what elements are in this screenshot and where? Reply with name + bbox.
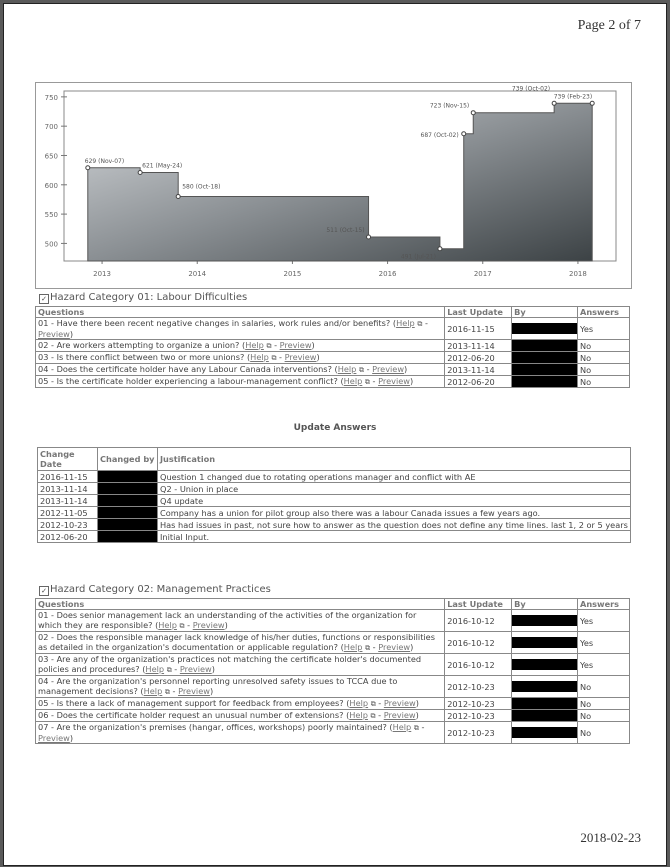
last-update-cell: 2012-10-23 xyxy=(445,676,512,698)
answer-cell: Yes xyxy=(577,632,629,654)
redaction-bar xyxy=(512,364,577,375)
preview-link[interactable]: Preview xyxy=(38,329,70,339)
update-answers-table xyxy=(37,447,631,543)
category2-title-text: Hazard Category 02: Management Practices xyxy=(50,584,271,595)
update-answers-title: Update Answers xyxy=(293,423,377,433)
question-cell: 03 - Are any of the organization's practices not matching the certificate holder's documented policies and procedures? (Help ⧉ - Preview) xyxy=(36,654,445,676)
redaction-bar xyxy=(98,483,157,494)
update-row xyxy=(38,471,631,483)
preview-link[interactable]: Preview xyxy=(38,733,70,743)
x-tick-label: 2016 xyxy=(378,270,397,278)
update-row xyxy=(38,531,631,543)
data-label: 511 (Oct-15) xyxy=(326,226,365,234)
data-label: 621 (May-24) xyxy=(142,162,183,170)
external-link-icon: ⧉ xyxy=(413,724,419,732)
help-link[interactable]: Help xyxy=(343,642,363,652)
answer-cell: No xyxy=(577,352,629,364)
question-cell: 03 - Is there conflict between two or more unions? (Help ⧉ - Preview) xyxy=(36,352,445,364)
external-link-icon: ⧉ xyxy=(166,666,172,674)
question-row xyxy=(36,352,630,364)
x-tick-label: 2017 xyxy=(473,270,492,278)
preview-link[interactable]: Preview xyxy=(178,686,210,696)
preview-link[interactable]: Preview xyxy=(284,352,317,362)
page-number: Page 2 of 7 xyxy=(577,18,641,33)
redaction-bar xyxy=(512,352,577,363)
last-update-cell: 2013-11-14 xyxy=(445,340,512,352)
justification-cell: Initial Input. xyxy=(158,531,631,543)
help-link[interactable]: Help xyxy=(250,352,269,362)
question-row xyxy=(36,676,630,698)
question-row xyxy=(36,376,630,388)
change-date-cell: 2012-06-20 xyxy=(38,531,98,543)
col-last-update: Last Update xyxy=(445,307,512,318)
by-cell-redacted xyxy=(512,610,578,632)
category2-title xyxy=(39,584,271,596)
justification-cell: Company has a union for pilot group also there was a labour Canada issues a few years ago. xyxy=(158,507,631,519)
data-label: 739 (Feb-23) xyxy=(553,93,593,101)
preview-link[interactable]: Preview xyxy=(372,364,405,374)
category1-title-text: Hazard Category 01: Labour Difficulties xyxy=(50,292,248,303)
data-point xyxy=(590,101,594,105)
changed-by-cell-redacted xyxy=(98,531,158,543)
y-tick-label: 500 xyxy=(44,240,58,249)
change-date-cell: 2013-11-14 xyxy=(38,483,98,495)
last-update-cell: 2012-10-23 xyxy=(445,722,512,744)
preview-link[interactable]: Preview xyxy=(279,340,312,350)
redaction-bar xyxy=(512,323,577,334)
data-point xyxy=(367,235,371,239)
checkbox-icon[interactable]: ✓ xyxy=(39,586,49,596)
answer-cell: No xyxy=(577,676,629,698)
by-cell-redacted xyxy=(512,340,578,352)
changed-by-cell-redacted xyxy=(98,519,158,531)
last-update-cell: 2016-11-15 xyxy=(445,318,512,340)
category1-table xyxy=(35,306,630,388)
change-date-cell: 2012-10-23 xyxy=(38,519,98,531)
last-update-cell: 2012-10-23 xyxy=(445,710,512,722)
redaction-bar xyxy=(512,659,577,670)
external-link-icon: ⧉ xyxy=(179,622,185,630)
last-update-cell: 2012-06-20 xyxy=(445,352,512,364)
redaction-bar xyxy=(512,637,577,648)
answer-cell: No xyxy=(577,364,629,376)
question-row xyxy=(36,340,630,352)
y-tick-label: 600 xyxy=(44,181,58,190)
last-update-cell: 2016-10-12 xyxy=(445,610,512,632)
by-cell-redacted xyxy=(512,364,578,376)
question-text: 03 - Is there conflict between two or more unions? xyxy=(38,352,245,362)
x-tick-label: 2018 xyxy=(569,270,587,278)
update-row xyxy=(38,483,631,495)
by-cell-redacted xyxy=(512,352,578,364)
data-point xyxy=(438,247,442,251)
by-cell-redacted xyxy=(512,710,578,722)
question-row xyxy=(36,610,630,632)
question-text: 03 - Are any of the organization's practices not matching the certificate holder's documented policies and procedures? xyxy=(38,654,422,674)
changed-by-cell-redacted xyxy=(98,495,158,507)
question-text: 02 - Does the responsible manager lack knowledge of his/her duties, functions or responsibilities as detailed in the organization's documentation or applicable regulation? xyxy=(38,632,435,652)
col-changed-by: Changed by xyxy=(98,448,158,471)
external-link-icon: ⧉ xyxy=(365,644,371,652)
chart-svg xyxy=(36,83,631,288)
question-row xyxy=(36,364,630,376)
by-cell-redacted xyxy=(512,632,578,654)
help-link[interactable]: Help xyxy=(396,318,415,328)
col-answers: Answers xyxy=(577,599,629,610)
data-label: 629 (Nov-07) xyxy=(84,157,125,165)
col-last-update: Last Update xyxy=(445,599,512,610)
external-link-icon: ⧉ xyxy=(417,320,423,328)
question-row xyxy=(36,722,630,744)
by-cell-redacted xyxy=(512,722,578,744)
help-link[interactable]: Help xyxy=(337,364,357,374)
question-text: 02 - Are workers attempting to organize a union? xyxy=(38,340,240,350)
y-tick-label: 750 xyxy=(44,93,58,102)
preview-link[interactable]: Preview xyxy=(378,376,410,386)
question-text: 04 - Are the organization's personnel reporting unresolved safety issues to TCCA due to management decisions? xyxy=(38,676,398,696)
by-cell-redacted xyxy=(512,376,578,388)
help-link[interactable]: Help xyxy=(158,620,177,630)
answer-cell: No xyxy=(577,376,629,388)
data-label: 580 (Oct-18) xyxy=(182,183,221,191)
data-point xyxy=(176,195,180,199)
answer-cell: No xyxy=(577,710,629,722)
change-date-cell: 2016-11-15 xyxy=(38,471,98,483)
document-page xyxy=(3,3,667,866)
col-questions: Questions xyxy=(36,599,445,610)
checkbox-icon[interactable]: ✓ xyxy=(39,294,49,304)
help-link[interactable]: Help xyxy=(245,340,264,350)
redaction-bar xyxy=(512,681,577,692)
justification-cell: Q4 update xyxy=(158,495,631,507)
question-text: 07 - Are the organization's premises (hangar, offices, workshops) poorly maintained? xyxy=(38,722,387,732)
help-link[interactable]: Help xyxy=(343,376,363,386)
data-point xyxy=(471,111,475,115)
update-row xyxy=(38,519,631,531)
category2-table xyxy=(35,598,630,744)
help-link[interactable]: Help xyxy=(145,664,165,674)
redaction-bar xyxy=(98,471,157,482)
data-label: 687 (Oct-02) xyxy=(420,131,459,139)
question-cell: 05 - Is the certificate holder experiencing a labour-management conflict? (Help ⧉ - Preview) xyxy=(36,376,445,388)
answer-cell: Yes xyxy=(577,610,629,632)
question-row xyxy=(36,698,630,710)
external-link-icon: ⧉ xyxy=(370,700,376,708)
question-cell: 04 - Are the organization's personnel reporting unresolved safety issues to TCCA due to management decisions? (Help ⧉ - Preview) xyxy=(36,676,445,698)
question-cell: 01 - Have there been recent negative changes in salaries, work rules and/or benefits? (Help ⧉ - Preview) xyxy=(36,318,445,340)
redaction-bar xyxy=(512,376,577,387)
risk-score-chart xyxy=(35,82,632,289)
last-update-cell: 2013-11-14 xyxy=(445,364,512,376)
question-text: 05 - Is there a lack of management support for feedback from employees? xyxy=(38,698,344,708)
by-cell-redacted xyxy=(512,654,578,676)
by-cell-redacted xyxy=(512,318,578,340)
y-tick-label: 550 xyxy=(44,211,58,220)
change-date-cell: 2013-11-14 xyxy=(38,495,98,507)
changed-by-cell-redacted xyxy=(98,471,158,483)
redaction-bar xyxy=(512,710,577,721)
data-point xyxy=(86,166,90,170)
redaction-bar xyxy=(512,727,577,738)
external-link-icon: ⧉ xyxy=(359,366,364,374)
y-tick-label: 700 xyxy=(44,123,58,132)
last-update-cell: 2012-10-23 xyxy=(445,698,512,710)
data-label: 739 (Oct-02) xyxy=(511,85,551,93)
redaction-bar xyxy=(98,507,157,518)
question-row xyxy=(36,632,630,654)
justification-cell: Q2 - Union in place xyxy=(158,483,631,495)
question-cell: 02 - Does the responsible manager lack knowledge of his/her duties, functions or responsibilities as detailed in the organization's documentation or applicable regulation? (Help ⧉ - Preview) xyxy=(36,632,445,654)
question-cell: 04 - Does the certificate holder have any Labour Canada interventions? (Help ⧉ - Preview) xyxy=(36,364,445,376)
preview-link[interactable]: Preview xyxy=(383,698,416,708)
preview-link[interactable]: Preview xyxy=(179,664,212,674)
redaction-bar xyxy=(512,698,577,709)
external-link-icon: ⧉ xyxy=(364,378,370,386)
by-cell-redacted xyxy=(512,698,578,710)
data-label: 723 (Nov-15) xyxy=(429,102,470,110)
data-point xyxy=(138,170,142,174)
redaction-bar xyxy=(98,519,157,530)
by-cell-redacted xyxy=(512,676,578,698)
answer-cell: No xyxy=(577,722,629,744)
redaction-bar xyxy=(98,531,157,542)
last-update-cell: 2016-10-12 xyxy=(445,632,512,654)
data-label: 491 (Jul-21) xyxy=(400,253,436,261)
x-tick-label: 2015 xyxy=(283,270,302,278)
external-link-icon: ⧉ xyxy=(271,354,277,362)
changed-by-cell-redacted xyxy=(98,483,158,495)
help-link[interactable]: Help xyxy=(349,710,368,720)
col-answers: Answers xyxy=(577,307,629,318)
answer-cell: No xyxy=(577,698,629,710)
question-text: 06 - Does the certificate holder request an unusual number of extensions? xyxy=(38,710,344,720)
col-by: By xyxy=(512,307,578,318)
col-change-date: Change Date xyxy=(38,448,98,471)
update-row xyxy=(38,495,631,507)
redaction-bar xyxy=(512,340,577,351)
help-link[interactable]: Help xyxy=(349,698,369,708)
answer-cell: Yes xyxy=(577,654,629,676)
external-link-icon: ⧉ xyxy=(370,712,376,720)
x-tick-label: 2014 xyxy=(188,270,207,278)
question-text: 05 - Is the certificate holder experiencing a labour-management conflict? xyxy=(38,376,338,386)
update-row xyxy=(38,507,631,519)
question-cell: 07 - Are the organization's premises (hangar, offices, workshops) poorly maintained? (Help ⧉ - Preview) xyxy=(36,722,445,744)
change-date-cell: 2012-11-05 xyxy=(38,507,98,519)
question-cell: 01 - Does senior management lack an understanding of the activities of the organization for which they are responsible? (Help ⧉ - Preview) xyxy=(36,610,445,632)
question-text: 01 - Have there been recent negative changes in salaries, work rules and/or benefits? xyxy=(38,318,391,328)
col-by: By xyxy=(512,599,578,610)
last-update-cell: 2012-06-20 xyxy=(445,376,512,388)
col-questions: Questions xyxy=(36,307,445,318)
changed-by-cell-redacted xyxy=(98,507,158,519)
help-link[interactable]: Help xyxy=(392,722,412,732)
question-cell: 02 - Are workers attempting to organize a union? (Help ⧉ - Preview) xyxy=(36,340,445,352)
justification-cell: Question 1 changed due to rotating operations manager and conflict with AE xyxy=(158,471,631,483)
external-link-icon: ⧉ xyxy=(266,342,272,350)
question-row xyxy=(36,710,630,722)
category1-title xyxy=(39,292,247,304)
answer-cell: No xyxy=(577,340,629,352)
x-tick-label: 2013 xyxy=(93,270,111,278)
question-text: 04 - Does the certificate holder have any Labour Canada interventions? xyxy=(38,364,332,374)
answer-cell: Yes xyxy=(577,318,629,340)
question-row xyxy=(36,318,630,340)
help-link[interactable]: Help xyxy=(143,686,163,696)
data-point xyxy=(462,132,466,136)
justification-cell: Has had issues in past, not sure how to answer as the question does not define any time lines. last 1, 2 or 5 years xyxy=(158,519,631,531)
col-justification: Justification xyxy=(158,448,631,471)
question-cell: 06 - Does the certificate holder request an unusual number of extensions? (Help ⧉ - Preview) xyxy=(36,710,445,722)
external-link-icon: ⧉ xyxy=(164,688,170,696)
question-cell: 05 - Is there a lack of management support for feedback from employees? (Help ⧉ - Preview) xyxy=(36,698,445,710)
question-text: 01 - Does senior management lack an understanding of the activities of the organization for which they are responsible? xyxy=(38,610,417,630)
y-tick-label: 650 xyxy=(44,152,58,161)
preview-link[interactable]: Preview xyxy=(192,620,225,630)
preview-link[interactable]: Preview xyxy=(383,710,416,720)
redaction-bar xyxy=(98,495,157,506)
preview-link[interactable]: Preview xyxy=(378,642,411,652)
footer-date: 2018-02-23 xyxy=(580,830,641,845)
redaction-bar xyxy=(512,615,577,626)
question-row xyxy=(36,654,630,676)
data-point xyxy=(552,101,556,105)
last-update-cell: 2016-10-12 xyxy=(445,654,512,676)
